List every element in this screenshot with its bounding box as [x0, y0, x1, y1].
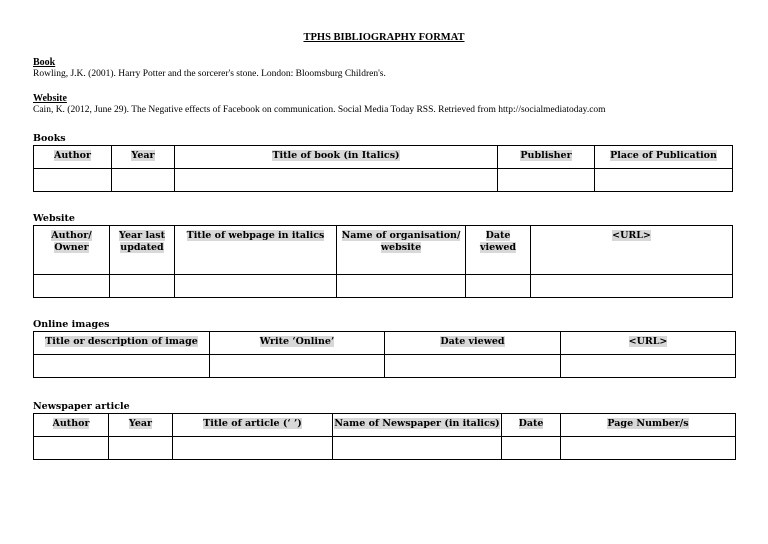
book-example-heading: Book — [33, 57, 56, 68]
website-cell-year[interactable] — [110, 275, 175, 298]
newspaper-cell-author[interactable] — [34, 437, 109, 460]
website-table — [33, 225, 733, 298]
newspaper-header-title: Title of article (‘ ’) — [173, 414, 333, 437]
website-header-title: Title of webpage in italics — [175, 226, 337, 275]
website-header-organisation: Name of organisation/ website — [337, 226, 466, 275]
online-images-cell-url[interactable] — [561, 355, 736, 378]
document-title: TPHS BIBLIOGRAPHY FORMAT — [303, 32, 465, 43]
newspaper-table — [33, 413, 736, 460]
books-cell-place[interactable] — [595, 169, 733, 192]
website-section-label: Website — [33, 213, 75, 224]
website-header-year: Year last updated — [110, 226, 175, 275]
book-example-text: Rowling, J.K. (2001). Harry Potter and the sorcerer's stone. London: Bloomsburg Children's. — [33, 69, 386, 79]
newspaper-header-page: Page Number/s — [561, 414, 736, 437]
online-images-table — [33, 331, 736, 378]
newspaper-cell-name[interactable] — [333, 437, 502, 460]
newspaper-header-name: Name of Newspaper (in italics) — [333, 414, 502, 437]
website-cell-title[interactable] — [175, 275, 337, 298]
newspaper-header-year: Year — [109, 414, 173, 437]
books-header-publisher: Publisher — [498, 146, 595, 169]
books-header-place: Place of Publication — [595, 146, 733, 169]
online-images-header-title: Title or description of image — [34, 332, 210, 355]
books-cell-year[interactable] — [112, 169, 175, 192]
books-cell-title[interactable] — [175, 169, 498, 192]
newspaper-cell-year[interactable] — [109, 437, 173, 460]
website-example-heading: Website — [33, 93, 67, 104]
books-header-year: Year — [112, 146, 175, 169]
website-header-date: Date viewed — [466, 226, 531, 275]
website-example-text: Cain, K. (2012, June 29). The Negative effects of Facebook on communication. Social Media Today RSS. Retrieved from http://socialmediatoday.com — [33, 105, 606, 115]
online-images-cell-online[interactable] — [210, 355, 385, 378]
newspaper-cell-title[interactable] — [173, 437, 333, 460]
newspaper-header-date: Date — [502, 414, 561, 437]
online-images-cell-title[interactable] — [34, 355, 210, 378]
online-images-section-label: Online images — [33, 319, 110, 330]
books-table — [33, 145, 733, 192]
online-images-header-url: <URL> — [561, 332, 736, 355]
newspaper-header-author: Author — [34, 414, 109, 437]
website-cell-author[interactable] — [34, 275, 110, 298]
newspaper-cell-page[interactable] — [561, 437, 736, 460]
online-images-header-date: Date viewed — [385, 332, 561, 355]
newspaper-cell-date[interactable] — [502, 437, 561, 460]
online-images-cell-date[interactable] — [385, 355, 561, 378]
books-section-label: Books — [33, 133, 66, 144]
website-cell-organisation[interactable] — [337, 275, 466, 298]
books-cell-publisher[interactable] — [498, 169, 595, 192]
online-images-header-online: Write ‘Online’ — [210, 332, 385, 355]
website-cell-url[interactable] — [531, 275, 733, 298]
books-cell-author[interactable] — [34, 169, 112, 192]
website-cell-date[interactable] — [466, 275, 531, 298]
website-header-url: <URL> — [531, 226, 733, 275]
books-header-title: Title of book (in Italics) — [175, 146, 498, 169]
books-header-author: Author — [34, 146, 112, 169]
newspaper-section-label: Newspaper article — [33, 401, 130, 412]
website-header-author: Author/ Owner — [34, 226, 110, 275]
